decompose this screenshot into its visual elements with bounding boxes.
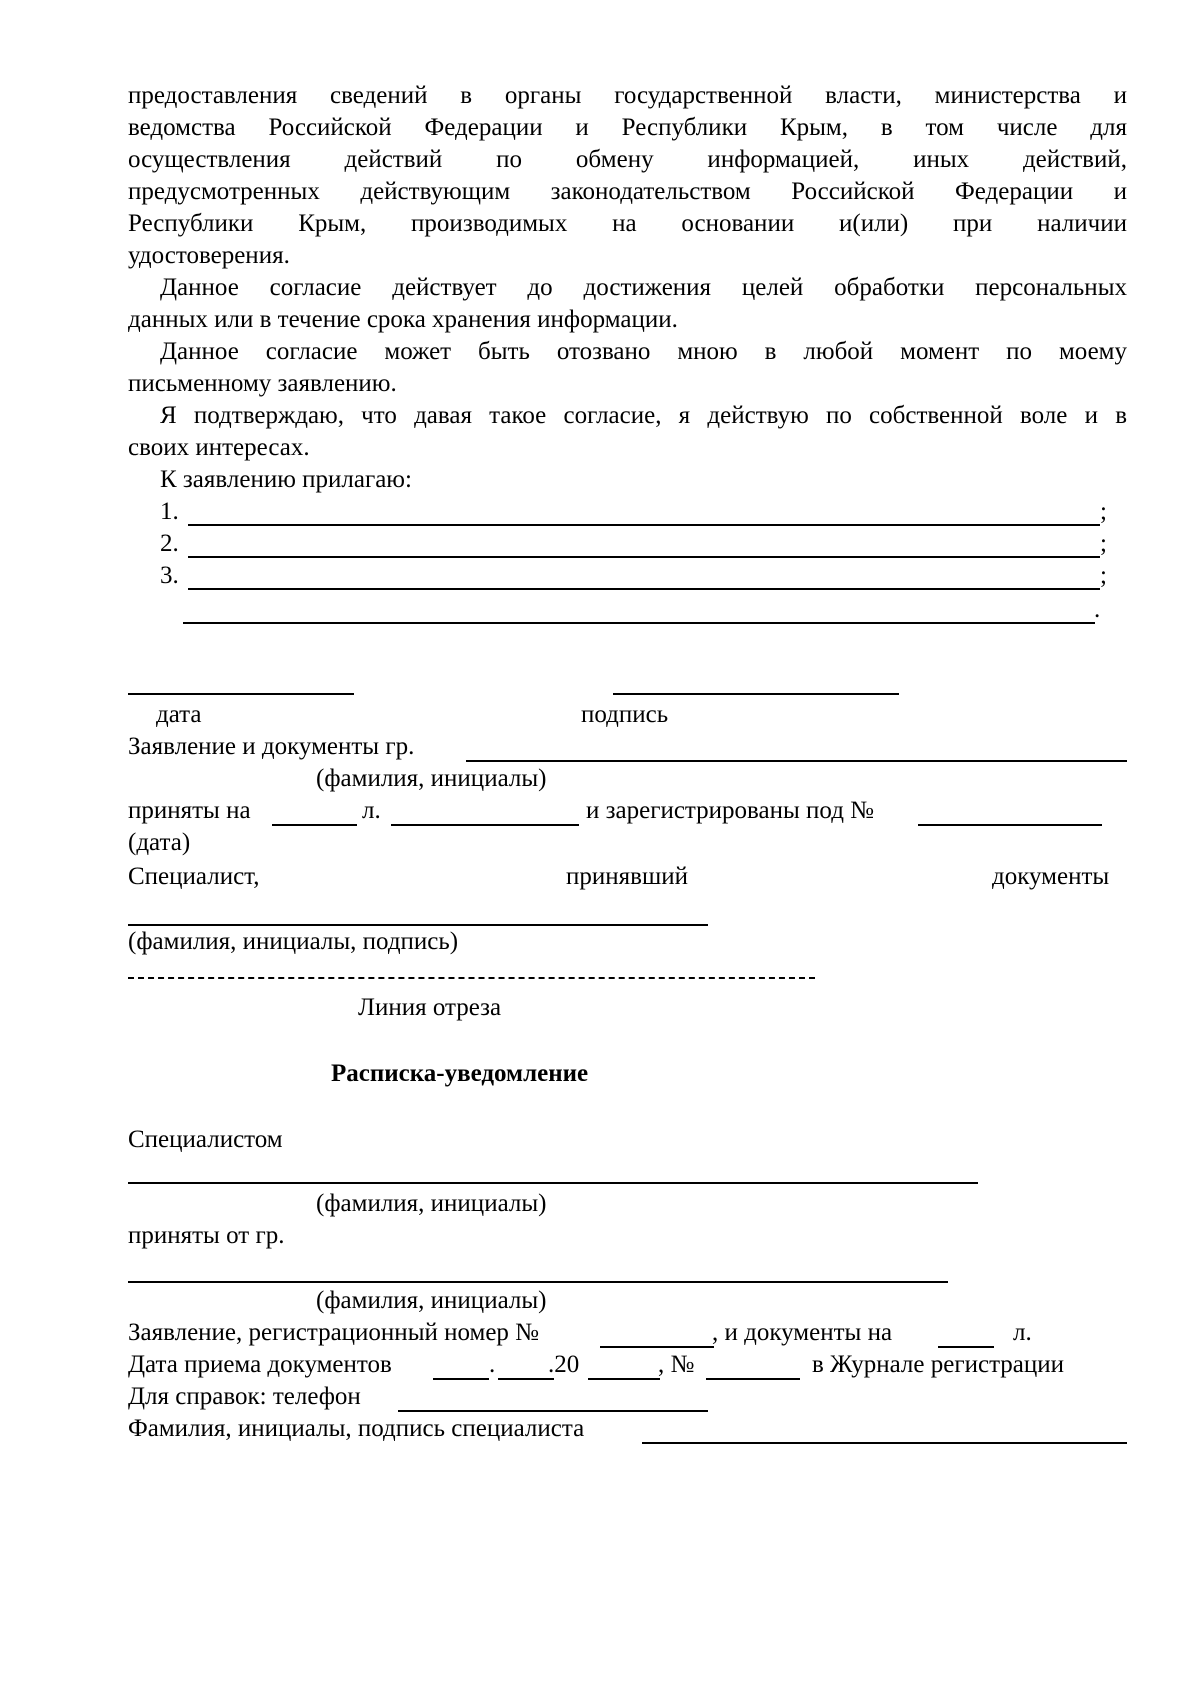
accepted-date-blank[interactable] (391, 824, 579, 826)
text-line: Я подтверждаю, что давая такое согласие, я действую по собственной воле и в (160, 402, 1127, 429)
text-line: предоставления сведений в органы государственной власти, министерства и (128, 82, 1127, 109)
text-line: удостоверения. (128, 242, 290, 269)
signature-blank[interactable] (613, 693, 899, 695)
text-line: Республики Крым, производимых на основании и(или) при наличии (128, 210, 1127, 237)
attachment-blank-1[interactable] (188, 524, 1100, 526)
documents-label: документы (992, 863, 1110, 890)
attachment-number: 3. (160, 562, 179, 589)
fio-caption: (фамилия, инициалы) (316, 765, 547, 792)
number-sign-label: , № (658, 1351, 695, 1378)
date-blank[interactable] (128, 693, 354, 695)
journal-label: в Журнале регистрации (812, 1351, 1065, 1378)
text-line: ведомства Российской Федерации и Республики Крым, в том числе для (128, 114, 1127, 141)
phone-label: Для справок: телефон (128, 1383, 361, 1410)
specialist-sign-label: Фамилия, инициалы, подпись специалиста (128, 1415, 585, 1442)
and-docs-on-label: , и документы на (712, 1319, 893, 1346)
attachment-number: 1. (160, 498, 179, 525)
registration-number-blank[interactable] (918, 824, 1102, 826)
reg-number-blank[interactable] (600, 1346, 714, 1348)
date-caption-2: (дата) (128, 829, 191, 856)
signature-caption: подпись (581, 701, 669, 728)
attachment-end: ; (1100, 530, 1107, 557)
specialist-name-blank[interactable] (128, 1182, 978, 1184)
month-blank[interactable] (498, 1378, 554, 1380)
sheets-count-blank[interactable] (272, 824, 357, 826)
text-line: Данное согласие действует до достижения целей обработки персональных (160, 274, 1127, 301)
specialist-sign-blank[interactable] (642, 1442, 1127, 1444)
attachment-blank-2[interactable] (188, 556, 1100, 558)
journal-number-blank[interactable] (706, 1378, 800, 1380)
docs-from-label: Заявление и документы гр. (128, 733, 415, 760)
text-line: письменному заявлению. (128, 370, 397, 397)
year-prefix: .20 (548, 1351, 580, 1378)
cut-dashed-line (128, 977, 815, 979)
attachment-final-end: . (1094, 596, 1101, 623)
day-blank[interactable] (433, 1378, 489, 1380)
reg-number-label: Заявление, регистрационный номер № (128, 1319, 540, 1346)
text-line: осуществления действий по обмену информацией, иных действий, (128, 146, 1127, 173)
attachment-blank-4[interactable] (183, 622, 1095, 624)
attachment-blank-3[interactable] (188, 588, 1100, 590)
accepted-from-label: приняты от гр. (128, 1222, 285, 1249)
text-line: предусмотренных действующим законодательством Российской Федерации и (128, 178, 1127, 205)
accepted-label: принявший (566, 863, 688, 890)
notice-sheets-label: л. (1013, 1319, 1032, 1346)
date-received-label: Дата приема документов (128, 1351, 392, 1378)
specialist-label: Специалист, (128, 863, 260, 890)
cut-line-caption: Линия отреза (358, 994, 502, 1021)
notice-title: Расписка-уведомление (331, 1060, 589, 1087)
attachments-heading: К заявлению прилагаю: (160, 466, 412, 493)
attachment-end: ; (1100, 562, 1107, 589)
text-line: данных или в течение срока хранения информации. (128, 306, 678, 333)
fio-caption-1: (фамилия, инициалы) (316, 1190, 547, 1217)
date-caption: дата (156, 701, 202, 728)
phone-blank[interactable] (398, 1410, 708, 1412)
registered-under-label: и зарегистрированы под № (586, 797, 875, 824)
text-line: своих интересах. (128, 434, 310, 461)
notice-sheets-blank[interactable] (938, 1346, 994, 1348)
applicant-name-blank-2[interactable] (128, 1281, 948, 1283)
sheets-label: л. (362, 797, 381, 824)
year-blank[interactable] (588, 1378, 660, 1380)
text-line: Данное согласие может быть отозвано мною в любой момент по моему (160, 338, 1127, 365)
accepted-on-label: приняты на (128, 797, 251, 824)
applicant-name-blank[interactable] (466, 760, 1127, 762)
attachment-number: 2. (160, 530, 179, 557)
by-specialist-label: Специалистом (128, 1126, 283, 1153)
fio-caption-2: (фамилия, инициалы) (316, 1287, 547, 1314)
attachment-end: ; (1100, 498, 1107, 525)
fio-sign-caption: (фамилия, инициалы, подпись) (128, 928, 459, 955)
date-dot: . (489, 1351, 496, 1378)
